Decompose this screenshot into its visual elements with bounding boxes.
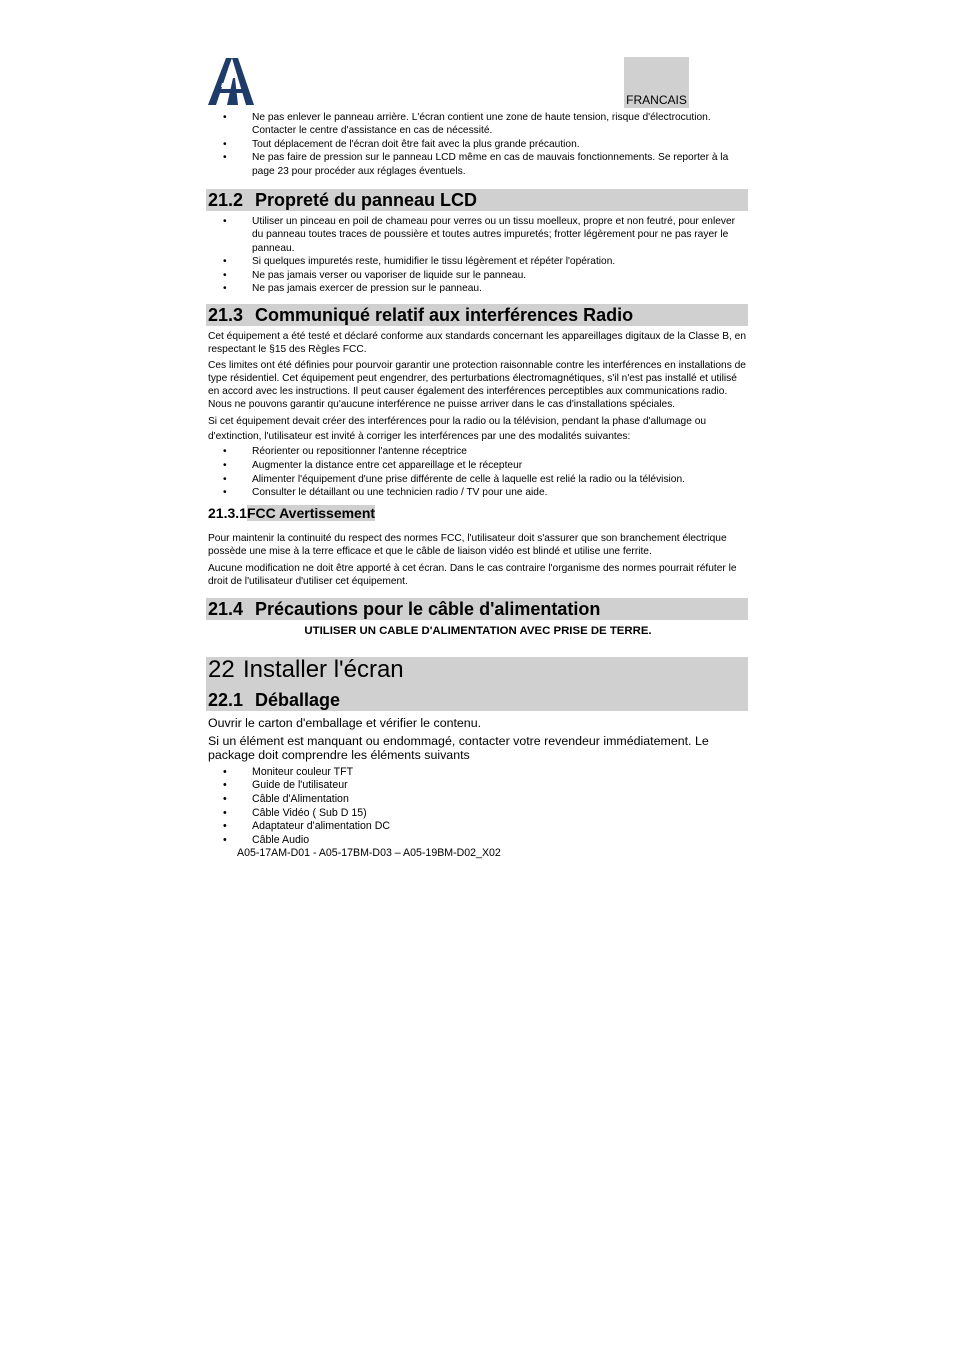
list-item: • Câble Vidéo ( Sub D 15) [208,807,748,821]
section-title: Communiqué relatif aux interférences Radio [255,305,634,326]
section-heading-21-3 [206,304,748,326]
intro-bullet-list [208,110,748,178]
section-title: Précautions pour le câble d'alimentation [255,598,601,619]
list-item: • Alimenter l'équipement d'une prise différente de celle à laquelle est relié la radio ou la télévision. [208,473,748,487]
section-title: Déballage [255,689,341,710]
list-item: • Câble d'Alimentation [208,793,748,807]
language-label: FRANCAIS [624,57,689,108]
section-heading-21-4 [206,598,748,620]
list-item: • Guide de l'utilisateur [208,779,748,793]
cleaning-bullet-list [208,215,748,295]
power-cable-note: UTILISER UN CABLE D'ALIMENTATION AVEC PRISE DE TERRE. [304,624,652,637]
list-item: • Ne pas faire de pression sur le panneau LCD même en cas de mauvais fonctionnements. Se reporter à la page 23 pour procéder aux réglages éventuels. [208,151,748,178]
subsection-heading-21-3-1 [208,504,748,522]
package-contents-list [208,766,748,848]
paragraph: Aucune modification ne doit être apporté à cet écran. Dans le cas contraire l'organisme des normes pourrait réfuter le droit de l'utilisateur d'utiliser cet équipement. [208,562,737,587]
list-item: • Ne pas jamais verser ou vaporiser de liquide sur le panneau. [208,269,748,282]
list-item: • Ne pas jamais exercer de pression sur le panneau. [208,282,748,295]
subsection-number: 21.3.1 [208,504,247,521]
list-item: • Ne pas enlever le panneau arrière. L'écran contient une zone de haute tension, risque d'électrocution. Contacter le centre d'assistance en cas de nécessité. [208,111,748,138]
list-item: • Réorienter ou repositionner l'antenne réceptrice [208,445,748,459]
model-reference: A05-17AM-D01 - A05-17BM-D03 – A05-19BM-D02_X02 [237,847,501,860]
section-number: 22.1 [208,689,244,710]
paragraph: Si un élément est manquant ou endommagé, contacter votre revendeur immédiatement. Le package doit comprendre les éléments suivants [208,733,709,762]
list-item: • Si quelques impuretés reste, humidifier le tissu légèrement et répéter l'opération. [208,255,748,268]
section-number: 21.2 [208,190,244,211]
chapter-title: Installer l'écran [243,655,404,683]
list-item: • Utiliser un pinceau en poil de chameau pour verres ou un tissu moelleux, propre et non feutré, pour enlever du panneau toutes traces de poussière et toutes autres impuretés; frotter légèrement pour ne pas rayer le panneau. [208,215,748,255]
paragraph: Ces limites ont été définies pour pourvoir garantir une protection raisonnable contre les interférences en installations de type résidentiel. Cet équipement peut engendrer, des perturbations électromagnétiques, s'il n'est pas installé et utilisé en accord avec les instructions. Il peut causer également des interférences perceptibles aux communications radio. Nous ne pouvons garantir qu'aucune interférence ne puisse arriver dans le cas d'installations spéciales. [208,360,746,411]
paragraph: Cet équipement a été testé et déclaré conforme aux standards concernant les appareillages digitaux de la Classe B, en respectant le §15 des Règles FCC. [208,331,746,356]
list-item: • Consulter le détaillant ou une technicien radio / TV pour une aide. [208,486,748,500]
paragraph: Si cet équipement devait créer des interférences pour la radio ou la télévision, pendant la phase d'allumage ou d'extinction, l'utilisateur est invité à corriger les interférences par une des modalités suivantes: [208,416,707,443]
section-title: Propreté du panneau LCD [255,190,478,211]
section-number: 21.3 [208,305,244,326]
section-block-22 [206,657,748,711]
section-heading-21-2 [206,189,748,211]
list-item: • Câble Audio [208,834,748,848]
interference-bullet-list [208,445,748,499]
list-item: • Augmenter la distance entre cet appareillage et le récepteur [208,459,748,473]
list-item: • Tout déplacement de l'écran doit être fait avec la plus grande précaution. [208,138,748,151]
paragraph: Ouvrir le carton d'emballage et vérifier le contenu. [208,715,482,730]
section-number: 21.4 [208,598,244,619]
list-item: • Moniteur couleur TFT [208,766,748,780]
chapter-number: 22 [208,655,235,683]
atlantis-logo-icon [208,56,254,106]
page-content [208,110,748,860]
chapter-heading-22 [208,657,748,683]
subsection-title: FCC Avertissement [246,504,376,521]
section-heading-22-1 [208,689,748,711]
paragraph: Pour maintenir la continuité du respect des normes FCC, l'utilisateur doit s'assurer que son branchement électrique possède une mise à la terre efficace et que le câble de liaison vidéo est blindé et utilise une ferrite. [208,532,727,557]
list-item: • Adaptateur d'alimentation DC [208,820,748,834]
